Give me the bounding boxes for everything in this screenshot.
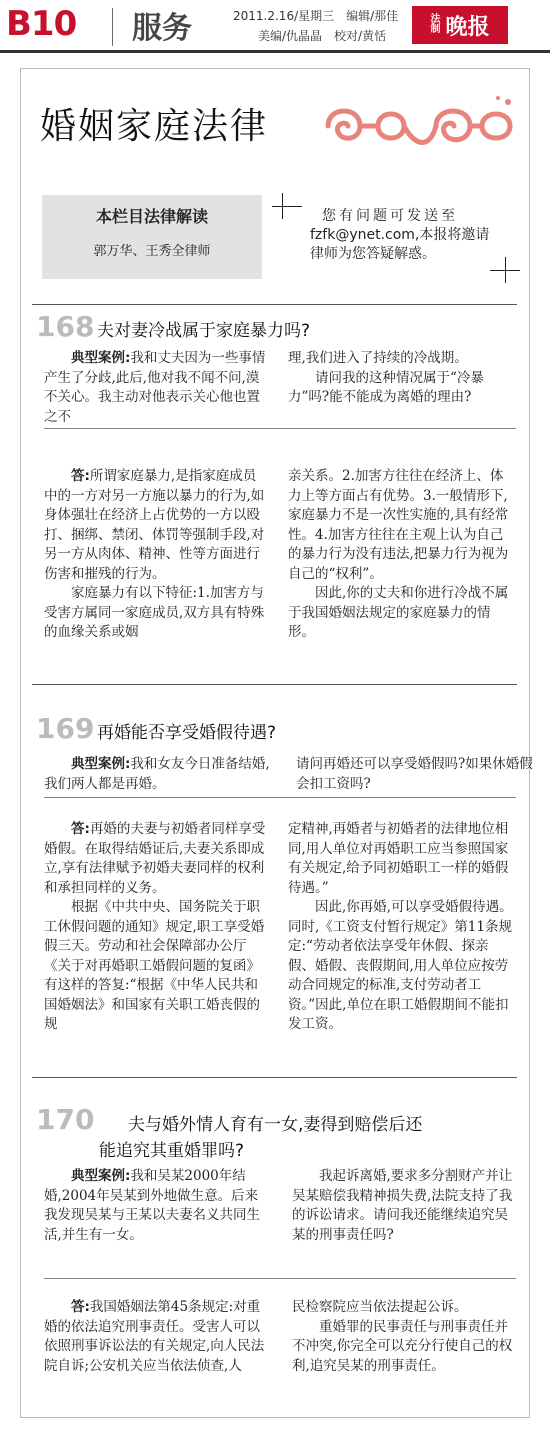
case-rule <box>44 1278 516 1279</box>
section-rule <box>32 304 517 305</box>
section-title: 服务 <box>132 11 192 46</box>
answer-text: 亲关系。2.加害方往往在经济上、体力上等方面占有优势。3.一般情形下,家庭暴力不是一次性实施的,具有经常性。4.加害方往往在主观上认为自己的暴力行为没有违法,把暴力行为视为自己的“权利”。 <box>288 468 509 582</box>
case-text: 我和吴某2000年结婚,2004年吴某到外地做生意。后来我发现吴某与王某以夫妻名义共同生活,并生有一女。 <box>44 1168 260 1243</box>
expert-box-title: 本栏目法律解读 <box>95 207 208 226</box>
answer-left <box>44 467 268 643</box>
case-text: 理,我们进入了持续的冷战期。 <box>288 350 468 366</box>
crosshair-mark <box>272 206 302 207</box>
answer-right <box>288 820 514 1035</box>
contact-info <box>310 207 520 264</box>
answer-left <box>44 1298 270 1376</box>
answer-text: 所谓家庭暴力,是指家庭成员中的一方对另一方施以暴力的行为,如身体强壮在经济上占优势的一方以殴打、捆绑、禁闭、体罚等强制手段,对另一方从肉体、精神、性等方面进行伤害和摧残的行为。 <box>44 468 265 582</box>
question-title-line-2: 能追究其重婚罪吗? <box>99 1141 245 1161</box>
answer-label: 答: <box>71 821 90 837</box>
answer-text: 家庭暴力有以下特征:1.加害方与受害方属同一家庭成员,双方具有特殊的血缘关系或姻 <box>44 585 265 640</box>
contact-line-1: 您有问题可发送至 <box>322 208 458 224</box>
answer-left <box>44 820 268 1035</box>
answer-text: 因此,你的丈夫和你进行冷战不属于我国婚姻法规定的家庭暴力的情形。 <box>288 585 509 640</box>
answer-text: 定精神,再婚者与初婚者的法律地位相同,用人单位对再婚职工应当参照国家有关规定,给予同初婚职工一样的婚假待遇。” <box>288 821 509 896</box>
contact-line-2: fzfk@ynet.com,本报将邀请 <box>310 227 490 243</box>
case-rule <box>44 428 516 429</box>
page-number: B10 <box>6 4 77 44</box>
case-right <box>296 755 534 794</box>
header-rule <box>0 50 550 53</box>
answer-text: 因此,你再婚,可以享受婚假待遇。同时,《工资支付暂行规定》第11条规定:“劳动者依法享受年休假、探亲假、婚假、丧假期间,用人单位应按劳动合同规定的标准,支付劳动者工资。”因此,单位在职工婚假期间不能扣发工资。 <box>288 899 513 1032</box>
question-number: 170 <box>36 1103 95 1136</box>
question-title-line-1: 夫与婚外情人育有一女,妻得到赔偿后还 <box>128 1115 423 1135</box>
newspaper-logo <box>412 6 508 44</box>
answer-text: 再婚的夫妻与初婚者同样享受婚假。在取得结婚证后,夫妻关系即成立,享有法律赋予初婚夫妻同样的权利和承担同样的义务。 <box>44 821 266 896</box>
case-text: 请问再婚还可以享受婚假吗?如果休婚假会扣工资吗? <box>296 756 533 792</box>
case-left <box>44 1167 270 1245</box>
question-title: 再婚能否享受婚假待遇? <box>97 723 277 743</box>
question-title: 夫对妻冷战属于家庭暴力吗? <box>97 321 311 341</box>
contact-line-3: 律师为您答疑解惑。 <box>310 246 436 262</box>
logo-small-text: 法制 <box>430 14 441 35</box>
question-number: 168 <box>36 310 95 343</box>
answer-label: 答: <box>71 468 90 484</box>
section-rule <box>32 1077 517 1078</box>
answer-text: 民检察院应当依法提起公诉。 <box>292 1299 468 1315</box>
column-title: 婚姻家庭法律 <box>40 106 269 147</box>
case-rule <box>44 797 516 798</box>
case-right <box>292 1167 518 1245</box>
case-text: 请问我的这种情况属于“冷暴力”吗?能不能成为离婚的理由? <box>288 369 484 405</box>
logo-main-text: 晚报 <box>445 14 490 40</box>
expert-box-authors: 郭万华、王秀全律师 <box>93 244 211 259</box>
answer-text: 重婚罪的民事责任与刑事责任并不冲突,你完全可以充分行使自己的权利,追究吴某的刑事责任。 <box>292 1318 513 1374</box>
crosshair-mark <box>490 270 520 271</box>
case-label: 典型案例: <box>71 756 131 772</box>
case-left <box>44 755 272 794</box>
answer-right <box>292 1298 518 1376</box>
answer-right <box>288 467 514 643</box>
section-rule <box>32 684 517 685</box>
header-divider <box>112 8 113 46</box>
case-label: 典型案例: <box>71 350 131 366</box>
case-text: 我和女友今日准备结婚,我们两人都是再婚。 <box>44 756 270 792</box>
decorative-swirl-icon <box>320 92 520 156</box>
answer-label: 答: <box>71 1299 90 1315</box>
case-label: 典型案例: <box>71 1168 131 1184</box>
question-number: 169 <box>36 712 95 745</box>
answer-text: 我国婚姻法第45条规定:对重婚的依法追究刑事责任。受害人可以依照刑事诉讼法的有关规定,向人民法院自诉;公安机关应当依法侦查,人 <box>44 1299 265 1374</box>
case-text: 我起诉离婚,要求多分割财产并让吴某赔偿我精神损失费,法院支持了我的诉讼请求。请问我还能继续追究吴某的刑事责任吗? <box>292 1168 513 1243</box>
header-meta-staff: 美编/仇晶晶 校对/黄恬 <box>258 29 387 43</box>
case-right <box>288 349 514 408</box>
header-meta-date-editor: 2011.2.16/星期三 编辑/那佳 <box>233 9 399 23</box>
answer-text: 根据《中共中央、国务院关于职工休假问题的通知》规定,职工享受婚假三天。劳动和社会保障部办公厅《关于对再婚职工婚假问题的复函》有这样的答复:“根据《中华人民共和国婚姻法》和国家有关职工婚丧假的规 <box>44 899 265 1032</box>
case-left <box>44 349 268 427</box>
case-text: 我和丈夫因为一些事情产生了分歧,此后,他对我不闻不问,漠不关心。我主动对他表示关心他也置之不 <box>44 350 266 425</box>
